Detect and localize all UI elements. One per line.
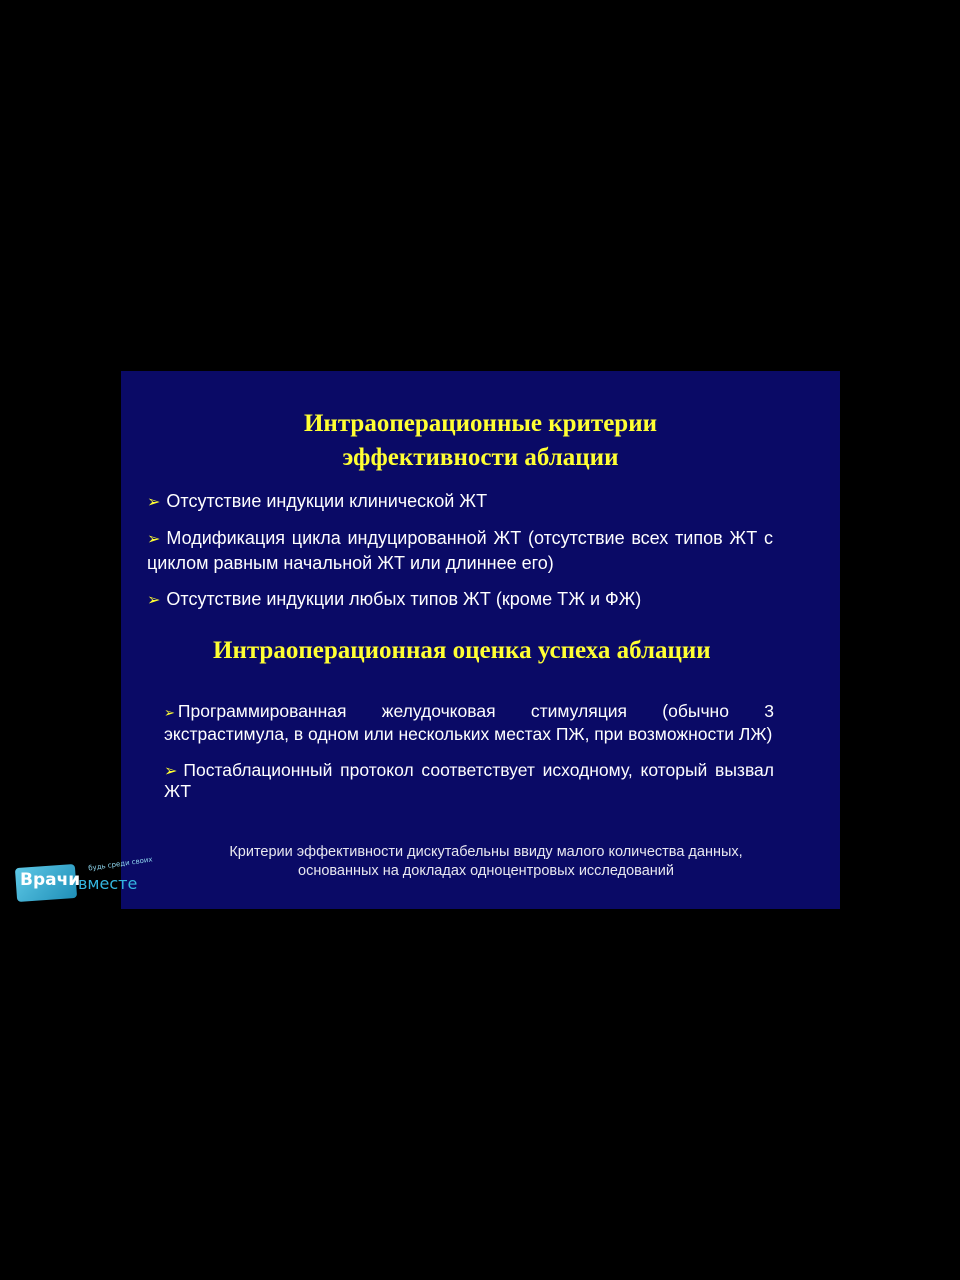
assessment-list [164,701,774,801]
slide-title-line-1: Интраоперационные критерии [303,410,658,437]
arrow-bullet-icon: ➢ [147,590,161,609]
logo-word-2: вместе [78,874,138,893]
logo-word-1: Врачи [20,870,81,890]
list-item [147,587,773,612]
list-item [164,701,774,744]
watermark-logo [16,855,154,906]
list-item-text: Постаблационный протокол соответствует исходному, который вызвал ЖТ [164,760,774,801]
list-item-text: Программированная желудочковая стимуляция (обычно 3 экстрастимула, в одном или нескольких местах ПЖ, при возможности ЛЖ) [164,701,774,744]
list-item [147,526,773,575]
arrow-bullet-icon: ➢ [164,761,178,780]
list-item-text: Модификация цикла индуцированной ЖТ (отсутствие всех типов ЖТ с циклом равным начальной ЖТ или длиннее его) [147,528,773,573]
list-item [147,489,773,514]
slide-footnote [191,843,781,881]
list-item [164,760,774,801]
arrow-bullet-icon: ➢ [147,529,161,548]
slide-title [121,407,840,475]
footnote-line-2: основанных на докладах одноцентровых исследований [298,863,674,879]
slide-title-line-2: эффективности аблации [342,444,619,471]
presentation-slide [121,371,840,909]
arrow-bullet-icon: ➢ [164,706,175,721]
list-item-text: Отсутствие индукции клинической ЖТ [166,491,488,511]
list-item-text: Отсутствие индукции любых типов ЖТ (кроме ТЖ и ФЖ) [166,589,642,609]
logo-tagline: будь среди своих [87,855,154,873]
slide-subtitle: Интраоперационная оценка успеха аблации [213,637,711,664]
criteria-list [147,489,773,612]
arrow-bullet-icon: ➢ [147,492,161,511]
footnote-line-1: Критерии эффективности дискутабельны ввиду малого количества данных, [229,844,743,860]
